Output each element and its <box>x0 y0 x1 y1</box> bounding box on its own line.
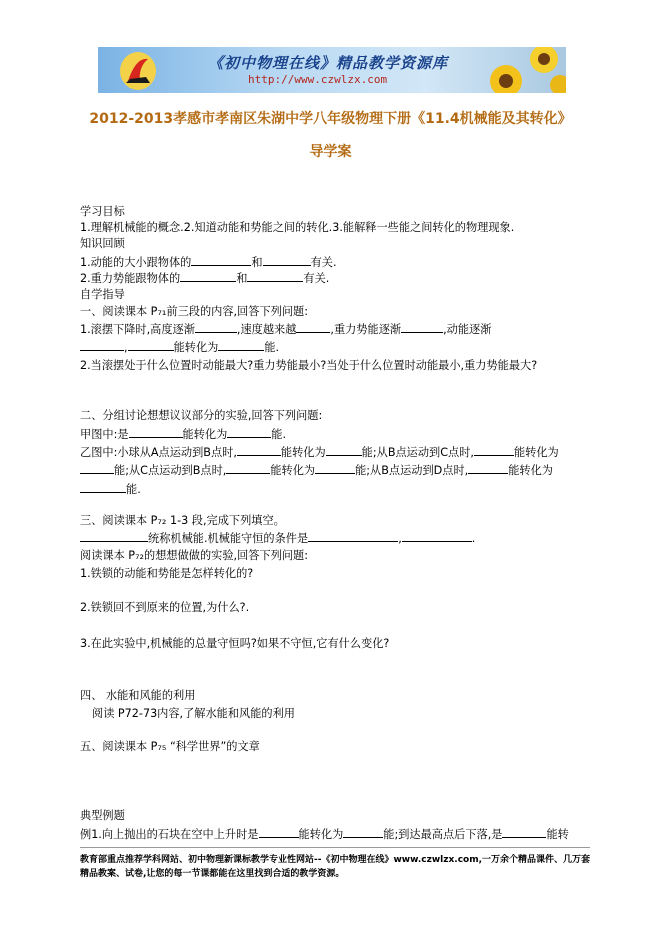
blank[interactable] <box>80 481 126 493</box>
blank[interactable] <box>191 254 251 266</box>
blank[interactable] <box>308 530 398 542</box>
blank[interactable] <box>343 826 383 838</box>
blank[interactable] <box>218 339 264 351</box>
question-line: 乙图中:小球从A点运动到B点时, 能转化为 能;从B点运动到C点时, 能转化为 <box>80 446 559 459</box>
blank[interactable] <box>129 426 183 438</box>
blank[interactable] <box>326 444 362 456</box>
recall-item-1: 1.动能的大小跟物体的 和 有关. <box>80 256 337 269</box>
part-four-heading: 四、 水能和风能的利用 <box>80 689 196 702</box>
question-line: 2.铁锁回不到原来的位置,为什么?. <box>80 601 250 614</box>
banner-url[interactable]: http://www.czwlzx.com <box>248 73 388 86</box>
section-heading: 典型例题 <box>80 809 125 822</box>
question-line: 1.滚摆下降时,高度逐渐 ,速度越来越 ,重力势能逐渐 ,动能逐渐 <box>80 323 492 336</box>
objectives-text: 1.理解机械能的概念.2.知道动能和势能之间的转化.3.能解释一些能之间转化的物理现象. <box>80 221 515 234</box>
part-five-heading: 五、阅读课本 P₇₅ “科学世界”的文章 <box>80 740 260 753</box>
sunflower-icon <box>476 47 566 93</box>
section-heading: 知识回顾 <box>80 237 125 250</box>
blank[interactable] <box>296 321 330 333</box>
example-line: 例1.向上抛出的石块在空中上升时是 能转化为 能;到达最高点后下落,是 能转 <box>80 828 569 841</box>
part-two-heading: 二、分组讨论想想议议部分的实验,回答下列问题: <box>80 409 323 422</box>
blank[interactable] <box>263 254 311 266</box>
blank[interactable] <box>80 339 124 351</box>
blank[interactable] <box>474 444 514 456</box>
blank[interactable] <box>128 339 174 351</box>
question-line: 甲图中:是 能转化为 能. <box>80 428 287 441</box>
blank[interactable] <box>315 462 355 474</box>
blank[interactable] <box>402 530 472 542</box>
blank[interactable] <box>80 462 114 474</box>
part-one-heading: 一、阅读课本 P₇₁前三段的内容,回答下列问题: <box>80 305 308 318</box>
question-line: 2.当滚摆处于什么位置时动能最大?重力势能最小?当处于什么位置时动能最小,重力势能最大? <box>80 359 538 372</box>
question-line: 3.在此实验中,机械能的总量守恒吗?如果不守恒,它有什么变化? <box>80 637 390 650</box>
blank[interactable] <box>247 270 303 282</box>
question-line: 能;从C点运动到B点时, 能转化为 能;从B点运动到D点时, 能转化为 <box>80 462 553 478</box>
blank[interactable] <box>237 444 281 456</box>
question-line: 能. <box>80 481 141 497</box>
doc-subtitle: 导学案 <box>309 144 352 160</box>
blank[interactable] <box>195 321 237 333</box>
blank[interactable] <box>227 426 271 438</box>
blank[interactable] <box>226 462 270 474</box>
blank[interactable] <box>180 270 236 282</box>
question-line: 统称机械能.机械能守恒的条件是 , . <box>80 530 475 546</box>
instruction-line: 阅读课本 P₇₂的想想做做的实验,回答下列问题: <box>80 549 308 562</box>
blank[interactable] <box>80 530 148 542</box>
section-heading: 自学指导 <box>80 288 125 301</box>
section-heading: 学习目标 <box>80 205 125 218</box>
site-banner <box>98 47 566 93</box>
instruction-line: 阅读 P72-73内容,了解水能和风能的利用 <box>92 707 295 720</box>
blank[interactable] <box>468 462 508 474</box>
page-footer: 教育部重点推荐学科网站、初中物理新课标教学专业性网站--《初中物理在线》www.czwlzx.com,一万余个精品课件、几万套精品教案、试卷,让您的每一节课都能在这里找到合适的教学资源。 <box>80 855 591 879</box>
blank[interactable] <box>502 826 546 838</box>
recall-item-2: 2.重力势能跟物体的 和 有关. <box>80 272 330 285</box>
doc-title: 2012-2013孝感市孝南区朱湖中学八年级物理下册《11.4机械能及其转化》 <box>89 111 572 127</box>
part-three-heading: 三、阅读课本 P₇₂ 1-3 段,完成下列填空。 <box>80 514 285 527</box>
blank[interactable] <box>259 826 299 838</box>
blank[interactable] <box>401 321 443 333</box>
banner-title: 《初中物理在线》精品教学资源库 <box>208 54 449 72</box>
question-line: , 能转化为 能. <box>80 339 279 355</box>
footer-divider <box>80 847 590 848</box>
site-logo-icon <box>118 49 158 91</box>
question-line: 1.铁锁的动能和势能是怎样转化的? <box>80 567 254 580</box>
